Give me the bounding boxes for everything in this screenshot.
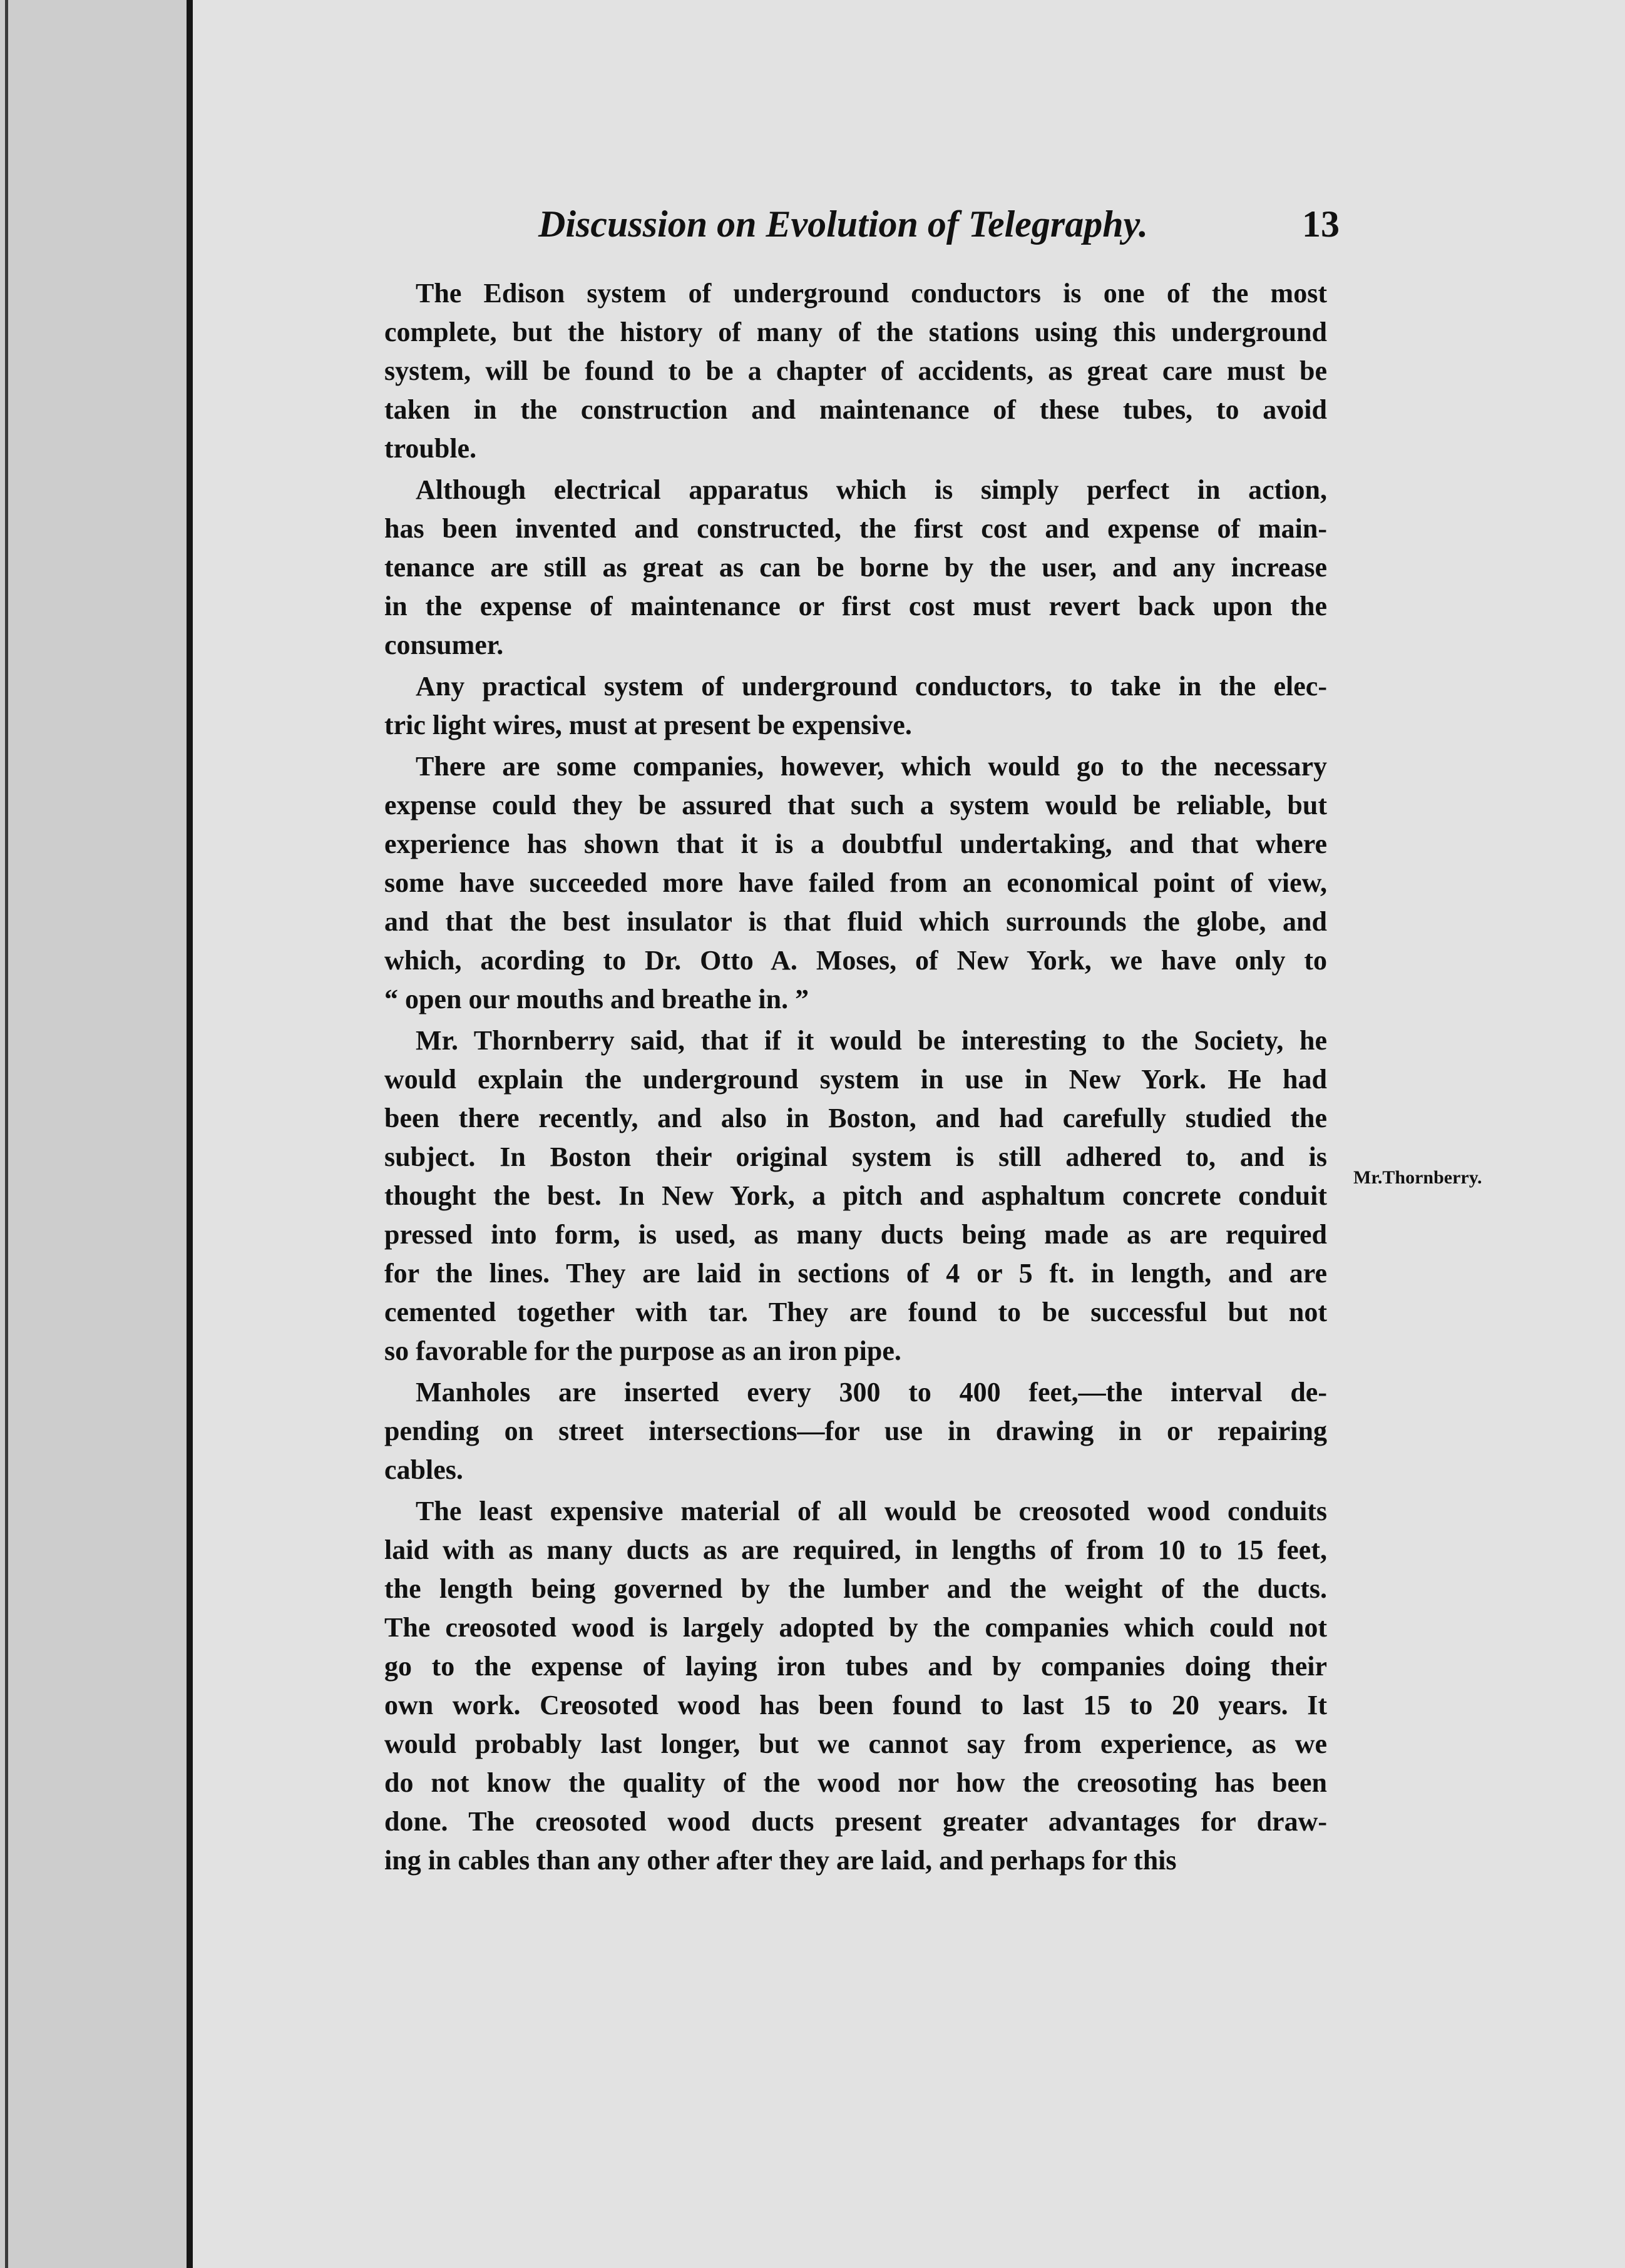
text-line: consumer. xyxy=(384,630,504,660)
paragraph xyxy=(384,1373,1327,1489)
text-line: which, acording to Dr. Otto A. Moses, of New York, we have only to xyxy=(384,945,1327,976)
text-line: go to the expense of laying iron tubes and by companies doing their xyxy=(384,1651,1327,1682)
text-line: in the expense of maintenance or first cost must revert back upon the xyxy=(384,591,1327,621)
text-line: Mr. Thornberry said, that if it would be interesting to the Society, he xyxy=(416,1025,1327,1056)
text-line: cables. xyxy=(384,1454,463,1485)
paragraph xyxy=(384,667,1327,745)
text-line: been there recently, and also in Boston, and had carefully studied the xyxy=(384,1103,1327,1133)
binding-line xyxy=(5,0,8,2268)
text-line: expense could they be assured that such a system would be reliable, but xyxy=(384,790,1327,820)
paragraph xyxy=(384,1492,1327,1880)
text-line: tric light wires, must at present be expensive. xyxy=(384,710,912,740)
text-line: Any practical system of underground conductors, to take in the elec- xyxy=(416,671,1327,702)
text-line: would explain the underground system in use in New York. He had xyxy=(384,1064,1327,1095)
running-header xyxy=(538,199,1340,255)
margin-note: Mr.Thornberry. xyxy=(1353,1167,1482,1188)
text-line: subject. In Boston their original system is still adhered to, and is xyxy=(384,1142,1327,1172)
text-line: complete, but the history of many of the stations using this underground xyxy=(384,317,1327,347)
text-line: for the lines. They are laid in sections of 4 or 5 ft. in length, and are xyxy=(384,1258,1327,1289)
text-line: do not know the quality of the wood nor how the creosoting has been xyxy=(384,1767,1327,1798)
text-line: ing in cables than any other after they are laid, and perhaps for this xyxy=(384,1845,1177,1876)
text-line: Although electrical apparatus which is simply perfect in action, xyxy=(416,474,1327,505)
text-line: “ open our mouths and breathe in. ” xyxy=(384,984,809,1014)
text-line: thought the best. In New York, a pitch and asphaltum concrete conduit xyxy=(384,1180,1327,1211)
text-line: would probably last longer, but we cannot say from experience, as we xyxy=(384,1729,1327,1759)
body-text xyxy=(384,274,1327,1882)
text-line: tenance are still as great as can be borne by the user, and any increase xyxy=(384,552,1327,583)
text-line: experience has shown that it is a doubtful undertaking, and that where xyxy=(384,829,1327,859)
text-line: so favorable for the purpose as an iron pipe. xyxy=(384,1336,901,1366)
text-line: Manholes are inserted every 300 to 400 feet,—the interval de- xyxy=(416,1377,1327,1407)
paragraph xyxy=(384,1021,1327,1371)
paragraph xyxy=(384,471,1327,665)
paragraph xyxy=(384,747,1327,1019)
page-edge xyxy=(187,0,193,2268)
text-line: trouble. xyxy=(384,433,477,464)
text-line: pending on street intersections—for use in drawing in or repairing xyxy=(384,1416,1327,1446)
running-title: Discussion on Evolution of Telegraphy. xyxy=(538,203,1149,245)
text-line: The least expensive material of all would be creosoted wood conduits xyxy=(416,1496,1327,1526)
left-page-margin xyxy=(0,0,188,2268)
text-line: and that the best insulator is that fluid which surrounds the globe, and xyxy=(384,906,1327,937)
text-line: has been invented and constructed, the first cost and expense of main- xyxy=(384,513,1327,544)
text-line: laid with as many ducts as are required, in lengths of from 10 to 15 feet, xyxy=(384,1535,1327,1565)
text-line: some have succeeded more have failed from an economical point of view, xyxy=(384,867,1327,898)
text-line: There are some companies, however, which would go to the necessary xyxy=(416,751,1327,782)
text-line: the length being governed by the lumber and the weight of the ducts. xyxy=(384,1573,1327,1604)
text-line: The creosoted wood is largely adopted by the companies which could not xyxy=(384,1612,1327,1643)
text-line: cemented together with tar. They are found to be successful but not xyxy=(384,1297,1327,1327)
text-line: The Edison system of underground conductors is one of the most xyxy=(416,278,1327,309)
text-line: system, will be found to be a chapter of accidents, as great care must be xyxy=(384,355,1327,386)
text-line: done. The creosoted wood ducts present greater advantages for draw- xyxy=(384,1806,1327,1837)
text-line: own work. Creosoted wood has been found to last 15 to 20 years. It xyxy=(384,1690,1327,1720)
paragraph xyxy=(384,274,1327,468)
text-line: taken in the construction and maintenance of these tubes, to avoid xyxy=(384,394,1327,425)
text-line: pressed into form, is used, as many ducts being made as are required xyxy=(384,1219,1327,1250)
page-number: 13 xyxy=(1302,203,1340,245)
